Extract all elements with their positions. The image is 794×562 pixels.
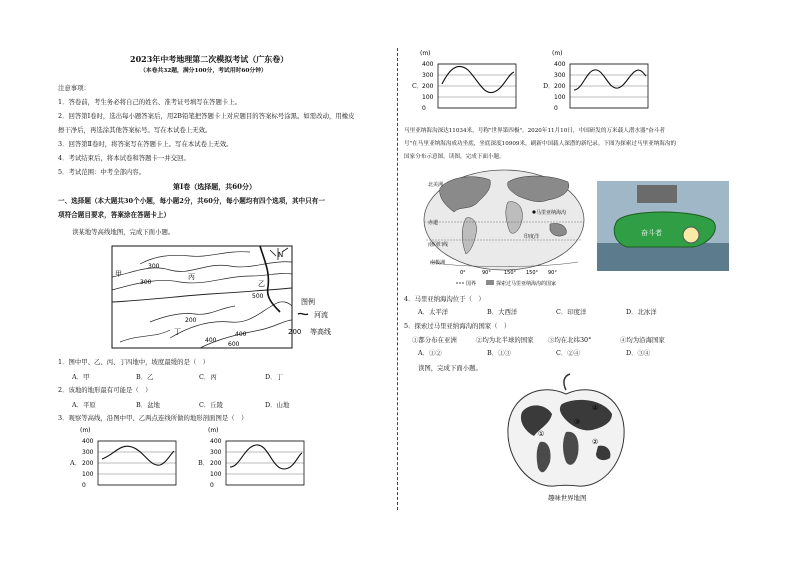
legend-country-swatch <box>486 280 494 285</box>
section-intro-1: 一、选择题（本大题共30个小题，每小题2分，共60分，每小题均有四个选项，其中只有一 <box>58 197 325 205</box>
contour-value: 300 <box>148 263 160 270</box>
apple-instruction: 读图，完成下面小题。 <box>418 364 482 372</box>
column-divider <box>397 48 398 510</box>
axis-tick: 0 <box>82 482 86 489</box>
notes-heading: 注意事项： <box>58 84 90 92</box>
apple-marker-2: ② <box>592 438 599 446</box>
map-label: 北美洲 <box>428 182 444 188</box>
river-line <box>260 246 280 312</box>
map-label: 马里亚纳海沟 <box>536 210 567 216</box>
q3-stem: 3．观察等高线，沿图中甲、乙两点连线所做的地形剖面图是（ ） <box>58 414 248 422</box>
legend-country: 探索过马里亚纳海沟的国家 <box>496 281 557 287</box>
axis-tick: 300 <box>82 449 94 456</box>
q4-option-c[interactable]: C．印度洋 <box>556 308 587 316</box>
contour-map <box>110 242 355 352</box>
apple-world-map <box>500 372 634 502</box>
profile-graph-b <box>208 425 308 493</box>
passage-line-1: 马里亚纳海沟深达11034米，号称"世界第四极"。2020年11月10日，中国研发的万米载人潜水器"奋斗者 <box>404 128 665 134</box>
submersible-photo <box>597 181 729 271</box>
lon-tick: 90° <box>482 270 491 276</box>
apple-marker-3: ③ <box>574 418 581 426</box>
axis-tick: 100 <box>554 94 566 101</box>
submersible-body <box>614 212 715 247</box>
axis-tick: 300 <box>422 72 434 79</box>
q5-statement-1: ①都分布在亚洲 <box>412 336 457 344</box>
q5-option-a[interactable]: A．①② <box>418 349 442 357</box>
axis-tick: 0 <box>422 105 426 112</box>
q4-stem: 4．马里亚纳海沟位于（ ） <box>404 295 485 303</box>
q3-option-d[interactable]: D． <box>543 82 555 90</box>
q5-option-b[interactable]: B．①③ <box>487 349 511 357</box>
lon-tick: 150° <box>504 270 517 276</box>
note-4: 4．考试结束后，将本试卷和答题卡一并交回。 <box>58 154 190 162</box>
map-instruction: 读某地等高线地图，完成下面小题。 <box>72 228 175 236</box>
q4-option-d[interactable]: D．北冰洋 <box>626 308 657 316</box>
contour-value: 300 <box>140 279 152 286</box>
q1-stem: 1．图中甲、乙、丙、丁四地中，坡度最缓的是（ ） <box>58 358 210 366</box>
contour-value: 500 <box>252 293 264 300</box>
profile-curve <box>102 446 174 465</box>
apple-caption: 趣味世界地图 <box>548 495 587 502</box>
axis-unit: (m) <box>80 427 91 434</box>
legend-contour-value: 200 <box>288 328 302 336</box>
axis-tick: 200 <box>82 460 94 467</box>
q1-option-a[interactable]: A．甲 <box>72 373 90 381</box>
q2-option-a[interactable]: A．平原 <box>72 401 96 409</box>
section-title: 第Ⅰ卷（选择题，共60分） <box>173 182 257 191</box>
lon-tick: 90° <box>548 270 557 276</box>
axis-tick: 200 <box>210 460 222 467</box>
exam-title: 2023年中考地理第二次模拟考试（广东卷） <box>130 54 289 64</box>
note-1: 1．答卷前，考生务必将自己的姓名、准考证号填写在答题卡上。 <box>58 98 242 106</box>
profile-graph-d <box>552 48 652 116</box>
contour-line <box>112 288 292 302</box>
contour-value: 400 <box>235 331 247 338</box>
profile-graph-a <box>80 425 180 493</box>
q1-option-c[interactable]: C．丙 <box>199 373 217 381</box>
q5-stem: 5．探索过马里亚纳海沟的国家（ ） <box>404 322 511 330</box>
map-label: 南回归线 <box>428 242 449 248</box>
world-map-legend <box>456 278 596 288</box>
axis-tick: 400 <box>554 61 566 68</box>
axis-unit: (m) <box>552 50 563 57</box>
jia-label: 甲 <box>115 270 122 278</box>
axis-tick: 400 <box>210 438 222 445</box>
map-label: 南极洲 <box>430 260 446 266</box>
axis-tick: 0 <box>554 105 558 112</box>
q5-statement-3: ③均在北纬30° <box>548 336 592 344</box>
axis-tick: 100 <box>82 471 94 478</box>
q2-stem: 2．该地的地形最有可能是（ ） <box>58 386 152 394</box>
ding-label: 丁 <box>174 328 181 336</box>
map-label: 赤道 <box>428 220 439 226</box>
axis-unit: (m) <box>420 50 431 57</box>
q2-option-d[interactable]: D．山地 <box>265 401 290 409</box>
q5-option-d[interactable]: D．③④ <box>626 349 651 357</box>
section-intro-2: 项符合题目要求，答案涂在答题卡上） <box>58 211 171 219</box>
apple-marker-4: ④ <box>592 404 599 412</box>
q3-option-c[interactable]: C． <box>412 82 424 90</box>
passage-line-2: 号"在马里亚纳海沟成功坐底，坐底深度10909米，刷新中国载人深潜的新纪录。下图为探索过马里亚纳海沟的 <box>404 141 677 147</box>
contour-value: 200 <box>185 317 197 324</box>
contour-line <box>120 330 170 342</box>
note-2b: 擦干净后，再选涂其他答案标号。写在本试卷上无效。 <box>58 126 212 134</box>
note-2: 2．回答第Ⅰ卷时，选出每小题答案后，用2B铅笔把答题卡上对应题目的答案标号涂黑。如需改动，用橡皮 <box>58 112 355 120</box>
profile-curve <box>230 445 302 469</box>
q2-option-c[interactable]: C．丘陵 <box>199 401 224 409</box>
axis-tick: 0 <box>210 482 214 489</box>
contour-value: 600 <box>228 341 240 348</box>
axis-tick: 400 <box>422 61 434 68</box>
axis-tick: 400 <box>82 438 94 445</box>
map-label: 印度洋 <box>524 234 540 240</box>
profile-curve <box>442 66 514 92</box>
q5-statement-4: ④均为沿海国家 <box>620 336 665 344</box>
bing-label: 丙 <box>188 273 195 281</box>
q3-option-b[interactable]: B． <box>198 459 210 467</box>
apple-stem <box>564 374 570 390</box>
axis-tick: 300 <box>554 72 566 79</box>
legend-title: 图例 <box>301 298 315 306</box>
q4-option-b[interactable]: B．大西洋 <box>487 308 518 316</box>
passage-line-3: 国家分布示意图。读图，完成下面小题。 <box>404 154 505 160</box>
legend-contour: 等高线 <box>310 328 331 336</box>
q1-option-b[interactable]: B．乙 <box>136 373 154 381</box>
note-5: 5．考试范围：中考全部内容。 <box>58 168 146 176</box>
axis-tick: 100 <box>210 471 222 478</box>
legend-border: 国界 <box>466 281 477 287</box>
lon-tick: 150° <box>526 270 539 276</box>
q5-statement-2: ②均为北半球的国家 <box>476 336 534 344</box>
crane <box>637 185 677 203</box>
axis-tick: 300 <box>210 449 222 456</box>
exam-subtitle: （本卷共32题，满分100分，考试用时60分钟） <box>140 68 267 74</box>
q1-option-d[interactable]: D．丁 <box>265 373 283 381</box>
q4-option-a[interactable]: A．太平洋 <box>418 308 449 316</box>
profile-curve <box>574 70 646 90</box>
q3-option-a[interactable]: A． <box>70 459 82 467</box>
axis-tick: 200 <box>554 83 566 90</box>
contour-value: 400 <box>205 337 217 344</box>
yi-label: 乙 <box>258 280 265 288</box>
submersible-window <box>683 227 699 243</box>
legend-river-symbol <box>298 313 308 314</box>
note-3: 3．回答第Ⅱ卷时，将答案写在答题卡上。写在本试卷上无效。 <box>58 140 233 148</box>
sub-name: 奋斗者 <box>641 229 662 237</box>
q5-option-c[interactable]: C．②④ <box>556 349 581 357</box>
axis-tick: 100 <box>422 94 434 101</box>
q2-option-b[interactable]: B．盆地 <box>136 401 160 409</box>
world-map <box>420 166 588 276</box>
lon-tick: 0° <box>460 270 466 276</box>
contour-line <box>112 273 292 290</box>
north-label: N <box>278 251 284 259</box>
axis-tick: 200 <box>422 83 434 90</box>
apple-marker-1: ① <box>538 430 545 438</box>
legend-river: 河流 <box>314 311 328 319</box>
axis-unit: (m) <box>208 427 219 434</box>
profile-graph-c <box>420 48 520 116</box>
